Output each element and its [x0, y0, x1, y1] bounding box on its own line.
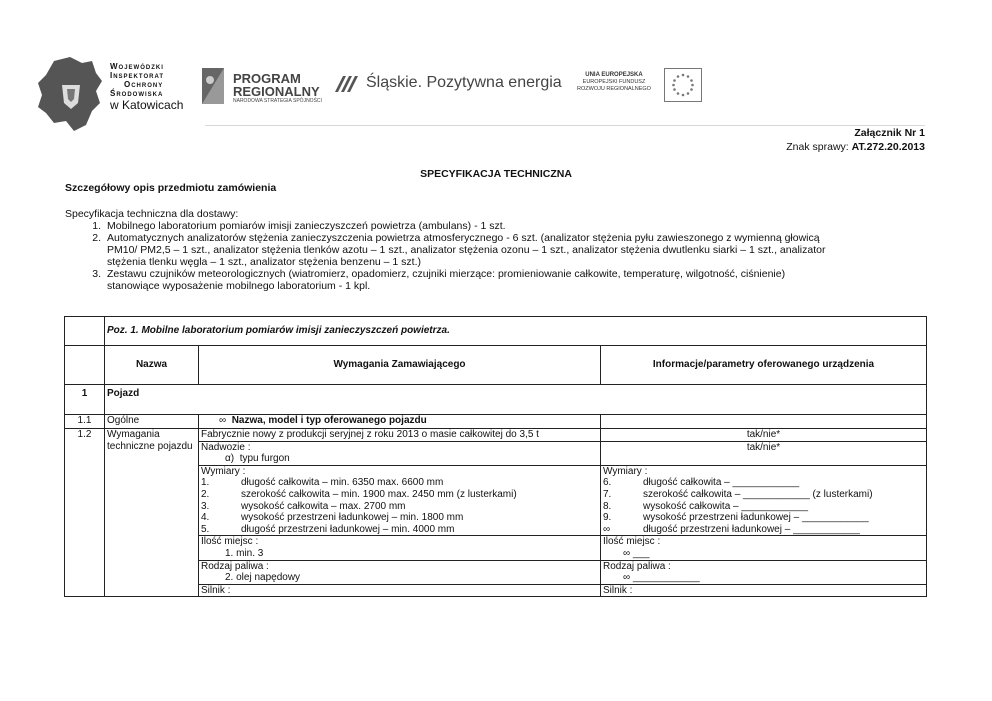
subtitle: Szczegółowy opis przedmiotu zamówienia — [65, 182, 277, 194]
table-row — [65, 415, 927, 429]
row-requirement: Fabrycznie nowy z produkcji seryjnej z roku 2013 o masie całkowitej do 3,5 t — [199, 429, 601, 442]
list-item-num: 2. — [92, 232, 101, 244]
row-requirement — [199, 441, 601, 465]
wios-name — [110, 62, 183, 112]
col-header-offer: Informacje/parametry oferowanego urządzenia — [601, 346, 927, 385]
row-offer: tak/nie* — [601, 429, 927, 442]
row-requirement-text: Nazwa, model i typ oferowanego pojazdu — [231, 415, 427, 426]
slaskie-logo — [333, 72, 363, 96]
case-number — [786, 141, 925, 153]
wios-line-1: Wojewódzki — [110, 62, 164, 71]
ue-text — [566, 71, 662, 93]
item-num: 4. — [201, 512, 210, 524]
list-item — [65, 268, 935, 292]
list-item — [65, 220, 935, 232]
list-item — [65, 232, 935, 268]
list-item-line: Zestawu czujników meteorologicznych (wiatromierz, opadomierz, czujniki mierzące: promieniowanie całkowite, temperaturę, wilgotność, ciśnienie) — [107, 268, 786, 280]
item-num: 9. — [603, 512, 612, 524]
table-cell — [65, 346, 105, 385]
dimensions-label: Wymiary : — [603, 465, 648, 477]
sub-marker: α) — [225, 453, 235, 465]
dimensions-offer — [601, 465, 927, 536]
sub-text: typu furgon — [239, 453, 290, 465]
wios-logo — [36, 55, 106, 133]
row-number: 1.1 — [65, 415, 105, 429]
item-num: 5. — [201, 523, 210, 535]
table-row — [65, 385, 927, 415]
fuel-label: Rodzaj paliwa : — [201, 560, 269, 572]
item-text: szerokość całkowita – min. 1900 max. 2450 mm (z lusterkami) — [241, 488, 517, 500]
item-text: długość całkowita – min. 6350 max. 6600 mm — [241, 477, 444, 489]
page-title: SPECYFIKACJA TECHNICZNA — [420, 168, 572, 180]
fuel-blank: ∞ ____________ — [623, 572, 700, 584]
engine-offer: Silnik : — [601, 584, 927, 597]
slaskie-text — [366, 74, 562, 92]
seats-label: Ilość miejsc : — [603, 536, 661, 548]
program-line1: PROGRAM — [233, 71, 301, 86]
item-text: długość całkowita – ____________ — [643, 477, 800, 489]
item-text: długość przestrzeni ładunkowej – ____________ — [643, 523, 860, 535]
table-header-row — [65, 346, 927, 385]
item-num: 6. — [603, 477, 612, 489]
list-item-line: Automatycznych analizatorów stężenia zanieczyszczenia powietrza atmosferycznego - 6 szt. (analizator stężenia pyłu zawieszonego z wymienną głowicą — [107, 232, 820, 244]
dimensions-label: Wymiary : — [201, 465, 246, 477]
slaskie-name: Śląskie. — [366, 74, 423, 91]
list-item-text — [107, 232, 825, 268]
wios-city: w Katowicach — [110, 98, 184, 112]
seats-value: 1. min. 3 — [225, 547, 264, 559]
wios-line-3: Ochrony — [124, 80, 164, 89]
list-item-num: 1. — [92, 220, 101, 232]
item-num: 2. — [201, 488, 210, 500]
delivery-list — [65, 220, 935, 292]
engine-requirement: Silnik : — [199, 584, 601, 597]
ue-line3: ROZWOJU REGIONALNEGO — [577, 86, 651, 92]
program-regionalny-text — [233, 72, 322, 105]
item-text: wysokość całkowita – max. 2700 mm — [241, 500, 406, 512]
list-item-num: 3. — [92, 268, 101, 280]
table-row — [65, 317, 927, 346]
seats-label: Ilość miejsc : — [201, 536, 259, 548]
item-text: długość przestrzeni ładunkowej – min. 4000 mm — [241, 523, 455, 535]
list-item-line: stanowiące wyposażenie mobilnego laboratorium - 1 kpl. — [107, 280, 371, 292]
list-item-text — [107, 268, 785, 292]
fuel-requirement — [199, 560, 601, 584]
row-number: 1.2 — [65, 429, 105, 597]
intro-text: Specyfikacja techniczna dla dostawy: — [65, 208, 239, 220]
wios-line-2: Inspektorat — [110, 71, 165, 80]
table-row — [65, 429, 927, 442]
item-num: 7. — [603, 488, 612, 500]
item-num: 8. — [603, 500, 612, 512]
section-label: Pojazd — [105, 385, 927, 415]
row-name: Ogólne — [105, 415, 199, 429]
annex-label: Załącznik Nr 1 — [854, 127, 925, 139]
dimensions-requirements — [199, 465, 601, 536]
item-num: ∞ — [603, 523, 611, 535]
seats-offer — [601, 536, 927, 560]
table-cell — [65, 317, 105, 346]
list-item-line: stężenia tlenku węgla – 1 szt., analizator stężenia benzenu – 1 szt.) — [107, 256, 422, 268]
fuel-value: 2. olej napędowy — [225, 572, 301, 584]
item-text: wysokość przestrzeni ładunkowej – ____________ — [643, 512, 869, 524]
body-label: Nadwozie : — [201, 441, 251, 453]
item-text: wysokość całkowita – ____________ — [643, 500, 809, 512]
col-header-requirements: Wymagania Zamawiającego — [199, 346, 601, 385]
eu-flag-icon — [664, 68, 702, 102]
list-item-line: Mobilnego laboratorium pomiarów imisji zanieczyszczeń powietrza (ambulans) - 1 szt. — [107, 220, 506, 232]
row-offer: tak/nie* — [601, 441, 927, 465]
program-regionalny-logo — [198, 66, 228, 106]
body-sub — [201, 453, 598, 465]
section-number: 1 — [65, 385, 105, 415]
row-offer — [601, 415, 927, 429]
case-label: Znak sprawy: — [786, 141, 852, 153]
col-header-name: Nazwa — [105, 346, 199, 385]
list-item-text — [107, 220, 506, 232]
seats-blank: ∞ ___ — [623, 547, 650, 559]
wios-line-4: Środowiska — [110, 89, 164, 98]
fuel-offer — [601, 560, 927, 584]
program-sub: NARODOWA STRATEGIA SPÓJNOŚCI — [233, 98, 322, 104]
case-value: AT.272.20.2013 — [851, 141, 925, 153]
ue-line2: EUROPEJSKI FUNDUSZ — [582, 79, 646, 85]
item-num: 1. — [201, 477, 210, 489]
item-text: szerokość całkowita – ____________ (z lusterkami) — [643, 488, 873, 500]
item-num: 3. — [201, 500, 210, 512]
ue-line1: UNIA EUROPEJSKA — [585, 72, 643, 78]
item-text: wysokość przestrzeni ładunkowej – min. 1800 mm — [241, 512, 464, 524]
bullet-marker: ∞ — [219, 415, 227, 426]
row-name: Wymagania techniczne pojazdu — [105, 429, 199, 597]
seats-requirement — [199, 536, 601, 560]
fuel-label: Rodzaj paliwa : — [603, 560, 671, 572]
spec-table — [64, 316, 927, 597]
section-title: Poz. 1. Mobilne laboratorium pomiarów imisji zanieczyszczeń powietrza. — [105, 317, 927, 346]
header-divider — [205, 125, 925, 126]
program-line2: REGIONALNY — [233, 84, 320, 99]
row-requirement — [199, 415, 601, 429]
slaskie-slogan: Pozytywna energia — [426, 74, 562, 91]
list-item-line: PM10/ PM2,5 – 1 szt., analizator stężenia tlenków azotu – 1 szt., analizator stężenia ozonu – 1 szt., analizator stężenia dwutlenku siarki – 1 szt., analizator — [107, 244, 826, 256]
